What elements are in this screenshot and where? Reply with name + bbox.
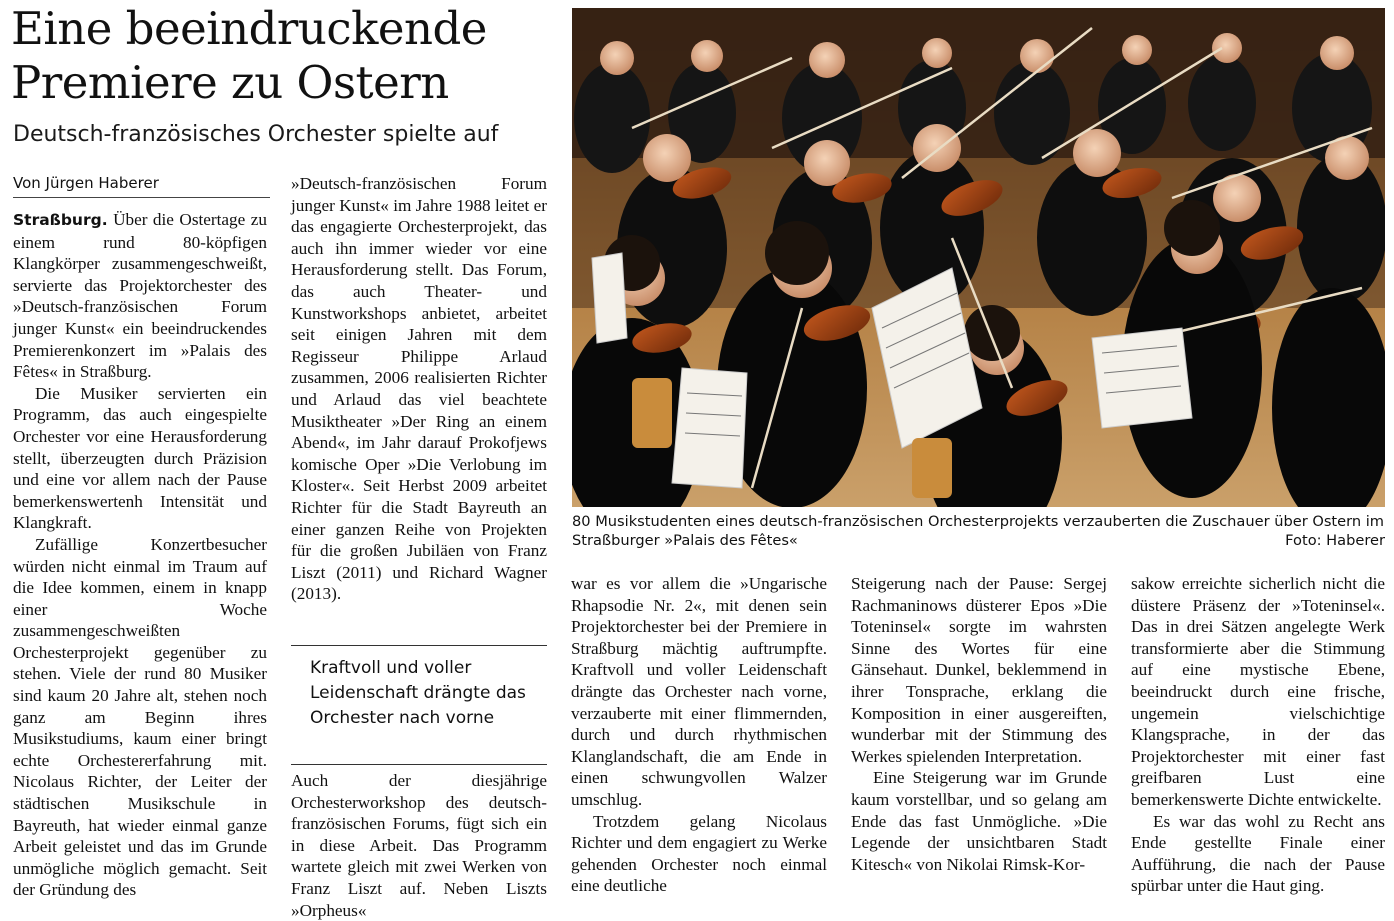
text-column-5 — [1131, 573, 1385, 897]
paragraph: Die Musiker servierten ein Programm, das auch eingespielte Orchester vor eine Herausforderung stellt, überzeugten durch Präzision und eine vor allem nach der Pause bemerkenswertenh Intensität und Klangkraft. — [13, 383, 267, 533]
paragraph — [13, 209, 267, 383]
headline-line-2: Premiere zu Ostern — [11, 56, 449, 109]
headline-line-1: Eine beeindruckende — [11, 2, 487, 55]
paragraph: Eine Steigerung war im Grunde kaum vorstellbar, und so gelang am Ende das fast Unmögliche. »Die Legende der unsichtbaren Stadt Kitesch« von Nikolai Rimsk-Kor- — [851, 768, 1107, 874]
text-column-2-continued — [291, 770, 547, 921]
photo-credit: Foto: Haberer — [1285, 532, 1385, 549]
text-column-3 — [571, 573, 827, 897]
paragraph: Auch der diesjährige Orchesterworkshop des deutsch-französischen Forums, fügt sich ein in diese Arbeit. Das Programm wartete gleich mit zwei Werken von Franz Liszt auf. Neben Liszts »Orpheus« — [291, 771, 547, 920]
byline: Von Jürgen Haberer — [13, 174, 159, 192]
paragraph: sakow erreichte sicherlich nicht die düstere Präsenz der »Toteninsel«. Das in drei Sätzen angelegte Werk transformierte aber die Stimmung auf eine mystische Ebene, beeindruckt durch eine frische, ungemein vielschichtige Klangsprache, in der das Projektorchester mit einer fast greifbaren Lust eine bemerkenswerte Dichte entwickelte. — [1131, 574, 1385, 809]
dateline: Straßburg. — [13, 211, 108, 229]
paragraph: Es war das wohl zu Recht ans Ende gestellte Finale einer Aufführung, die nach der Pause spürbar unter die Haut ging. — [1131, 811, 1385, 896]
article-headline — [11, 2, 571, 110]
pullquote: Kraftvoll und voller Leidenschaft drängte das Orchester nach vorne — [310, 658, 526, 728]
text-column-1 — [13, 209, 267, 901]
paragraph: »Deutsch-französischen Forum junger Kunst« im Jahre 1988 leitet er das engagierte Orchesterprojekt, das auch ihn immer wieder vor eine Herausforderung stellt. Das Forum, das auch Theater- und Kunstworkshops anbietet, arbeitet seit einigen Jahren mit dem Regisseur Philippe Arlaud zusammen, 2006 realisierten Richter und Arlaud das viel beachtete Musiktheater »Der Ring an einem Abend«, im Jahr darauf Prokofjews komische Oper »Die Verlobung im Kloster«. Seit Herbst 2009 arbeitet Richter für die Stadt Bayreuth an einer ganzen Reihe von Projekten für die großen Jubiläen von Franz Liszt (2011) und Richard Wagner (2013). — [291, 174, 547, 604]
article-subheadline: Deutsch-französisches Orchester spielte auf — [13, 122, 499, 147]
paragraph: Zufällige Konzertbesucher würden nicht einmal im Traum auf die Idee kommen, einem in knapp einer Woche zusammengeschweißten Orchesterprojekt gegenüber zu stehen. Viele der rund 80 Musiker sind kaum 20 Jahre alt, stehen noch ganz am Beginn ihres Musikstudiums, kaum einer bringt echte Orchestererfahrung mit. Nicolaus Richter, der Leiter der städtischen Musikschule in Bayreuth, hat wieder einmal ganze Arbeit geleistet und das im Grunde unmögliche möglich gemacht. Seit der Gründung des — [13, 534, 267, 900]
pullquote-box — [291, 645, 547, 765]
paragraph: Trotzdem gelang Nicolaus Richter und dem engagiert zu Werke gehenden Orchester noch einmal eine deutliche — [571, 811, 827, 896]
photo-caption — [572, 512, 1385, 550]
paragraph: Steigerung nach der Pause: Sergej Rachmaninows düsterer Epos »Die Toteninsel« sorgte im wahrsten Sinne des Wortes für eine Gänsehaut. Dunkel, beklemmend in ihrer Tonsprache, erklang die Komposition in einer ausgereiften, wunderbar mit der Stimmung des Werkes spielenden Interpretation. — [851, 574, 1107, 766]
paragraph-text: Über die Ostertage zu einem rund 80-köpfigen Klangkörper zusammengeschweißt, servierte das Projektorchester des »Deutsch-französischen Forum junger Kunst« ein beeindruckendes Premierenkonzert im »Palais des Fêtes« in Straßburg. — [13, 210, 267, 382]
text-column-2 — [291, 173, 547, 605]
byline-divider — [13, 197, 270, 198]
text-column-4 — [851, 573, 1107, 875]
paragraph: war es vor allem die »Ungarische Rhapsodie Nr. 2«, mit denen sein Projektorchester bei der Premiere in Straßburg mächtig auftrumpfte. Kraftvoll und voller Leidenschaft drängte das Orchester nach vorne, verzauberte mit einer flimmernden, durch und durch rhythmischen Klanglandschaft, die am Ende in einen schwungvollen Walzer umschlug. — [571, 574, 827, 809]
orchestra-photo — [572, 8, 1385, 507]
caption-text: 80 Musikstudenten eines deutsch-französischen Orchesterprojekts verzauberten die Zuschauer über Ostern im Straßburger »Palais des Fêtes« — [572, 513, 1385, 549]
